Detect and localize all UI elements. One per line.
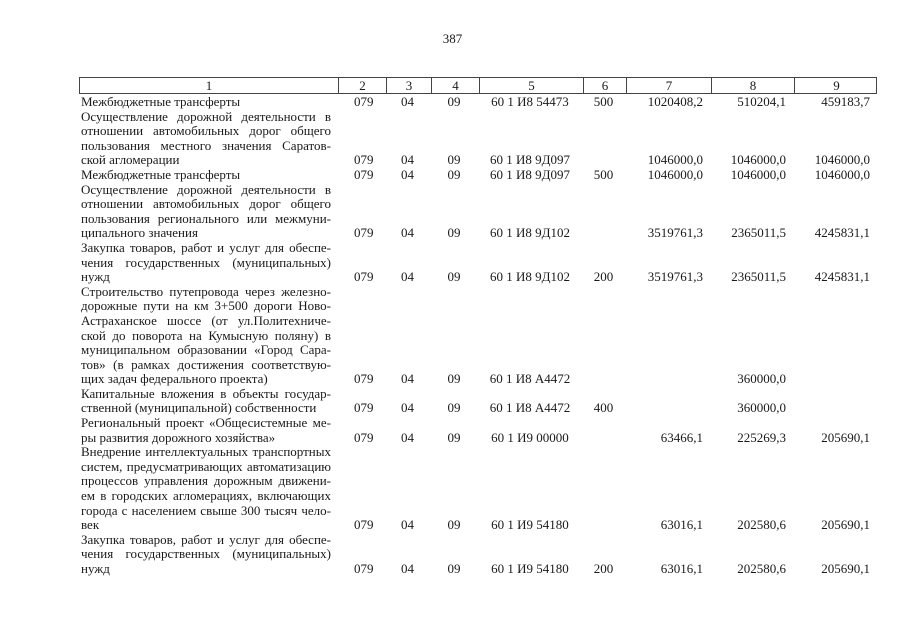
- amount-year-2: 360000,0: [737, 400, 786, 416]
- amount-year-2: 202580,6: [737, 561, 786, 576]
- table-row: [79, 241, 877, 285]
- header-cell: 2: [338, 78, 386, 93]
- description-line: ципального значения: [81, 225, 198, 241]
- row-description: [79, 416, 337, 445]
- ministry-code: 079: [354, 371, 374, 387]
- row-description: [79, 110, 337, 168]
- target-article-code: 60 1 И9 54180: [491, 517, 569, 533]
- ministry-code: 079: [354, 400, 374, 416]
- description-line: ской до поворота на Кумысную поляну) в: [81, 327, 331, 343]
- target-article-code: 60 1 И8 А4472: [489, 371, 571, 387]
- target-article-code: 60 1 И8 9Д097: [489, 166, 570, 182]
- header-cell: 7: [626, 78, 711, 93]
- description-line: отношении автомобильных дорог общего: [81, 123, 331, 139]
- amount-year-1: 3519761,3: [647, 225, 703, 241]
- expense-type-code: 200: [593, 269, 614, 285]
- description-line: систем, предусматривающих автоматизацию: [81, 458, 331, 474]
- description-line: нужд: [81, 561, 110, 576]
- section-code: 04: [401, 371, 414, 387]
- amount-year-1: 63016,1: [660, 517, 703, 533]
- description-line: города с населением свыше 300 тысяч чело-: [81, 502, 331, 518]
- table-row: [79, 387, 877, 416]
- description-line: нужд: [81, 269, 110, 285]
- amount-year-3: 205690,1: [821, 429, 870, 445]
- subsection-code: 09: [447, 166, 461, 182]
- amount-year-2: 2365011,5: [731, 269, 786, 285]
- ministry-code: 079: [354, 152, 374, 168]
- description-line: Строительство путепровода через железно-: [81, 283, 331, 299]
- section-code: 04: [401, 225, 414, 241]
- description-line: Внедрение интеллектуальных транспортных: [81, 444, 331, 460]
- row-description: [79, 445, 337, 533]
- subsection-code: 09: [447, 561, 461, 576]
- ministry-code: 079: [354, 94, 374, 109]
- amount-year-3: 4245831,1: [814, 225, 870, 241]
- description-line: процессов управления дорожным движени-: [81, 473, 331, 489]
- row-description: [79, 183, 337, 241]
- subsection-code: 09: [447, 400, 461, 416]
- amount-year-3: 4245831,1: [814, 269, 870, 285]
- expense-type-code: 500: [593, 94, 614, 109]
- row-description: [79, 387, 337, 416]
- ministry-code: 079: [354, 429, 374, 445]
- description-line: Осуществление дорожной деятельности в: [81, 108, 331, 124]
- amount-year-1: 1020408,2: [647, 94, 703, 109]
- amount-year-2: 2365011,5: [731, 225, 786, 241]
- amount-year-1: 1046000,0: [647, 166, 703, 182]
- expense-type-code: 200: [593, 561, 614, 576]
- page-number: 387: [442, 31, 463, 46]
- description-line: муниципальном образовании «Город Сара-: [81, 342, 331, 358]
- budget-table: [79, 77, 877, 577]
- section-code: 04: [401, 269, 414, 285]
- header-cell: 8: [711, 78, 794, 93]
- description-line: дорожные пути на км 3+500 дороги Ново-: [81, 298, 331, 314]
- target-article-code: 60 1 И8 54473: [491, 94, 569, 109]
- table-row: [79, 168, 877, 183]
- description-line: Региональный проект «Общесистемные ме-: [81, 415, 331, 431]
- section-code: 04: [401, 400, 414, 416]
- header-cell: 3: [386, 78, 431, 93]
- description-line: Астраханское шоссе (от ул.Политехниче-: [81, 312, 331, 328]
- amount-year-3: 1046000,0: [814, 166, 870, 182]
- row-description: [79, 241, 337, 285]
- description-line: Осуществление дорожной деятельности в: [81, 181, 331, 197]
- description-line: Закупка товаров, работ и услуг для обеспе-: [81, 531, 331, 547]
- subsection-code: 09: [447, 371, 461, 387]
- description-line: Межбюджетные трансферты: [81, 166, 241, 182]
- table-header: [79, 77, 877, 94]
- expense-type-code: 500: [593, 166, 614, 182]
- description-line: Закупка товаров, работ и услуг для обеспе-: [81, 239, 331, 255]
- description-line: век: [81, 517, 100, 533]
- amount-year-2: 510204,1: [737, 94, 786, 109]
- amount-year-1: 1046000,0: [647, 152, 703, 168]
- description-line: ственной (муниципальной) собственности: [81, 400, 317, 416]
- table-row: [79, 95, 877, 110]
- amount-year-3: 459183,7: [821, 94, 870, 109]
- description-line: пользования местного значения Саратов-: [81, 137, 331, 153]
- amount-year-2: 202580,6: [737, 517, 786, 533]
- header-cell: 6: [583, 78, 626, 93]
- table-row: [79, 183, 877, 241]
- description-line: чения государственных (муниципальных): [81, 546, 331, 562]
- table-body: [79, 94, 877, 577]
- description-line: Межбюджетные трансферты: [81, 94, 241, 109]
- section-code: 04: [401, 152, 414, 168]
- description-line: пользования регионального или межмуни-: [81, 210, 331, 226]
- table-row: [79, 445, 877, 533]
- description-line: чения государственных (муниципальных): [81, 254, 331, 270]
- subsection-code: 09: [447, 429, 461, 445]
- header-cell: 9: [794, 78, 878, 93]
- ministry-code: 079: [354, 269, 374, 285]
- amount-year-3: 1046000,0: [814, 152, 870, 168]
- amount-year-1: 3519761,3: [647, 269, 703, 285]
- table-row: [79, 110, 877, 168]
- section-code: 04: [401, 561, 414, 576]
- section-code: 04: [401, 166, 414, 182]
- description-line: ры развития дорожного хозяйства»: [81, 429, 276, 445]
- section-code: 04: [401, 517, 414, 533]
- amount-year-1: 63016,1: [660, 561, 703, 576]
- table-row: [79, 416, 877, 445]
- amount-year-2: 225269,3: [737, 429, 786, 445]
- target-article-code: 60 1 И9 00000: [491, 429, 569, 445]
- amount-year-2: 360000,0: [737, 371, 786, 387]
- amount-year-2: 1046000,0: [730, 166, 786, 182]
- description-line: отношении автомобильных дорог общего: [81, 196, 331, 212]
- subsection-code: 09: [447, 269, 461, 285]
- header-cell: 4: [431, 78, 479, 93]
- description-line: ем в городских агломерациях, включающих: [81, 488, 331, 504]
- ministry-code: 079: [354, 561, 374, 576]
- expense-type-code: 400: [593, 400, 614, 416]
- ministry-code: 079: [354, 517, 374, 533]
- description-line: тов» (в рамках достижения соответствую-: [81, 356, 331, 372]
- target-article-code: 60 1 И8 9Д097: [489, 152, 570, 168]
- section-code: 04: [401, 94, 414, 109]
- header-cell: 5: [479, 78, 583, 93]
- amount-year-1: 63466,1: [660, 429, 703, 445]
- description-line: ской агломерации: [81, 152, 180, 168]
- target-article-code: 60 1 И8 9Д102: [489, 269, 570, 285]
- ministry-code: 079: [354, 166, 374, 182]
- target-article-code: 60 1 И8 9Д102: [489, 225, 570, 241]
- target-article-code: 60 1 И9 54180: [491, 561, 569, 576]
- amount-year-2: 1046000,0: [730, 152, 786, 168]
- amount-year-3: 205690,1: [821, 561, 870, 576]
- amount-year-3: 205690,1: [821, 517, 870, 533]
- table-row: [79, 533, 877, 577]
- description-line: щих задач федерального проекта): [81, 371, 268, 387]
- target-article-code: 60 1 И8 А4472: [489, 400, 571, 416]
- row-description: [79, 533, 337, 577]
- section-code: 04: [401, 429, 414, 445]
- subsection-code: 09: [447, 152, 461, 168]
- row-description: [79, 285, 337, 387]
- subsection-code: 09: [447, 517, 461, 533]
- table-row: [79, 285, 877, 387]
- row-description: [79, 168, 337, 183]
- description-line: Капитальные вложения в объекты государ-: [81, 385, 331, 401]
- row-description: [79, 95, 337, 110]
- ministry-code: 079: [354, 225, 374, 241]
- subsection-code: 09: [447, 225, 461, 241]
- header-cell: 1: [205, 78, 213, 93]
- subsection-code: 09: [447, 94, 461, 109]
